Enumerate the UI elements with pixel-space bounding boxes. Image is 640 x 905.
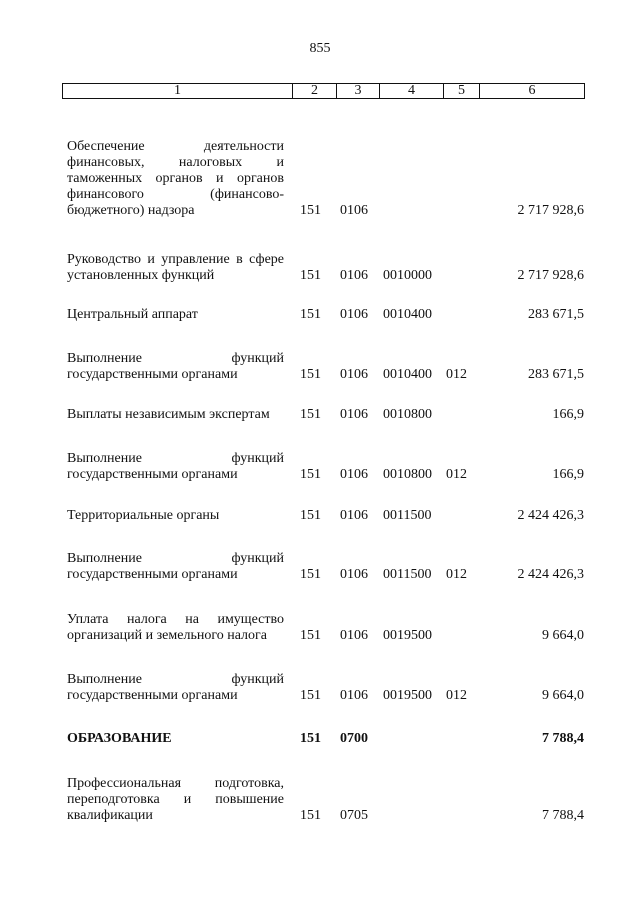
table-row (0, 672, 640, 704)
row-ministry-code: 151 (300, 307, 321, 322)
row-amount: 7 788,4 (542, 808, 584, 823)
row-amount: 9 664,0 (542, 628, 584, 643)
row-target-code: 0010400 (383, 367, 432, 382)
row-target-code: 0010800 (383, 467, 432, 482)
row-target-code: 0011500 (383, 508, 432, 523)
header-col-2: 2 (293, 84, 337, 98)
row-name: Выполнение функций государственными органами (67, 672, 284, 703)
table-row (0, 307, 640, 323)
header-col-6: 6 (528, 83, 536, 98)
row-target-code: 0011500 (383, 567, 432, 582)
row-section-code: 0106 (340, 567, 368, 582)
table-row (0, 776, 640, 824)
row-section-code: 0106 (340, 407, 368, 422)
row-ministry-code: 151 (300, 628, 321, 643)
row-ministry-code: 151 (300, 808, 321, 823)
header-col-4: 4 (380, 84, 444, 98)
row-name: Выполнение функций государственными органами (67, 551, 284, 582)
row-name: Выполнение функций государственными органами (67, 351, 284, 382)
row-section-code: 0106 (340, 268, 368, 283)
table-row (0, 407, 640, 423)
table-row (0, 139, 640, 219)
header-col-5: 5 (444, 84, 480, 98)
row-type-code: 012 (446, 688, 467, 703)
row-ministry-code: 151 (300, 567, 321, 582)
row-name: Выполнение функций государственными органами (67, 451, 284, 482)
header-col-1: 1 (63, 84, 293, 98)
row-type-code: 012 (446, 467, 467, 482)
table-row (0, 252, 640, 284)
row-section-code: 0705 (340, 808, 368, 823)
row-section-code: 0106 (340, 688, 368, 703)
table-row (0, 351, 640, 383)
row-amount: 2 424 426,3 (517, 508, 584, 523)
row-amount: 166,9 (552, 407, 584, 422)
row-target-code: 0019500 (383, 628, 432, 643)
row-name: Обеспечение деятельности финансовых, налоговых и таможенных органов и органов финансового (финансово-бюджетного) надзора (67, 139, 284, 218)
row-section-code: 0106 (340, 508, 368, 523)
row-target-code: 0010000 (383, 268, 432, 283)
row-amount: 283 671,5 (528, 367, 584, 382)
row-amount: 166,9 (552, 467, 584, 482)
row-target-code: 0019500 (383, 688, 432, 703)
row-section-code: 0700 (340, 731, 368, 746)
row-amount: 2 717 928,6 (517, 268, 584, 283)
row-section-code: 0106 (340, 307, 368, 322)
row-ministry-code: 151 (300, 508, 321, 523)
row-ministry-code: 151 (300, 688, 321, 703)
row-target-code: 0010400 (383, 307, 432, 322)
row-amount: 9 664,0 (542, 688, 584, 703)
row-type-code: 012 (446, 567, 467, 582)
row-name: Уплата налога на имущество организаций и земельного налога (67, 612, 284, 643)
table-row (0, 551, 640, 583)
table-row (0, 731, 640, 747)
table-header (62, 83, 585, 99)
row-amount: 2 717 928,6 (517, 203, 584, 218)
row-ministry-code: 151 (300, 367, 321, 382)
row-name: Руководство и управление в сфере установленных функций (67, 252, 284, 283)
page-number: 855 (309, 41, 331, 56)
row-type-code: 012 (446, 367, 467, 382)
header-col-3: 3 (337, 84, 380, 98)
row-amount: 7 788,4 (542, 731, 584, 746)
row-ministry-code: 151 (300, 407, 321, 422)
row-name: Центральный аппарат (67, 307, 198, 322)
row-section-code: 0106 (340, 203, 368, 218)
row-ministry-code: 151 (300, 203, 321, 218)
row-ministry-code: 151 (300, 268, 321, 283)
table-row (0, 451, 640, 483)
row-name: ОБРАЗОВАНИЕ (67, 731, 172, 746)
row-target-code: 0010800 (383, 407, 432, 422)
table-row (0, 612, 640, 644)
row-ministry-code: 151 (300, 731, 321, 746)
row-amount: 283 671,5 (528, 307, 584, 322)
row-name: Территориальные органы (67, 508, 220, 523)
row-section-code: 0106 (340, 628, 368, 643)
row-name: Профессиональная подготовка, переподготовка и повышение квалификации (67, 776, 284, 823)
table-row (0, 508, 640, 524)
row-amount: 2 424 426,3 (517, 567, 584, 582)
row-section-code: 0106 (340, 467, 368, 482)
row-name: Выплаты независимым экспертам (67, 407, 270, 422)
row-section-code: 0106 (340, 367, 368, 382)
row-ministry-code: 151 (300, 467, 321, 482)
